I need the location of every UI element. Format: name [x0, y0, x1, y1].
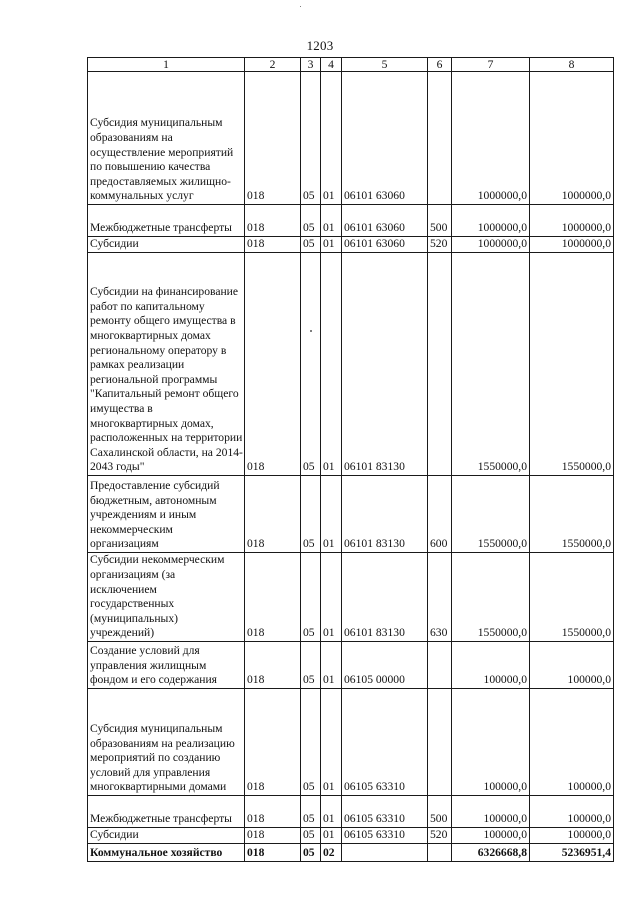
- subsection-cell: 01: [321, 828, 342, 844]
- amount-1-cell: 1550000,0: [452, 476, 530, 553]
- type-cell: [428, 253, 452, 476]
- subsection-cell: 01: [321, 553, 342, 642]
- type-cell: 520: [428, 237, 452, 253]
- subsection-cell: 01: [321, 642, 342, 689]
- section-cell: 05: [301, 642, 321, 689]
- row-name-cell: Коммунальное хозяйство: [88, 844, 245, 862]
- table-row: [88, 253, 614, 476]
- row-name-cell: Субсидии: [88, 828, 245, 844]
- subsection-cell: 02: [321, 844, 342, 862]
- amount-1-cell: 100000,0: [452, 642, 530, 689]
- amount-2-cell: 1550000,0: [530, 253, 614, 476]
- section-cell: 05: [301, 689, 321, 796]
- ministry-cell: 018: [245, 253, 301, 476]
- row-name-cell: Субсидия муниципальным образованиям на реализацию мероприятий по созданию условий для управления многоквартирными домами: [88, 689, 245, 796]
- table-row: [88, 828, 614, 844]
- subsection-cell: 01: [321, 72, 342, 205]
- type-cell: [428, 72, 452, 205]
- amount-1-cell: 100000,0: [452, 796, 530, 828]
- amount-2-cell: 1550000,0: [530, 476, 614, 553]
- ministry-cell: 018: [245, 205, 301, 237]
- ministry-cell: 018: [245, 476, 301, 553]
- table-row: [88, 553, 614, 642]
- ministry-cell: 018: [245, 642, 301, 689]
- amount-1-cell: 1550000,0: [452, 553, 530, 642]
- column-header: 1: [88, 58, 245, 72]
- column-header: 6: [428, 58, 452, 72]
- ministry-cell: 018: [245, 553, 301, 642]
- column-header: 4: [321, 58, 342, 72]
- row-name-cell: Субсидии: [88, 237, 245, 253]
- subsection-cell: 01: [321, 476, 342, 553]
- target-cell: 06101 63060: [342, 72, 428, 205]
- row-name-cell: Субсидии некоммерческим организациям (за исключением государственных (муниципальных) учреждений): [88, 553, 245, 642]
- table-row: [88, 642, 614, 689]
- target-cell: 06101 83130: [342, 476, 428, 553]
- target-cell: 06101 83130: [342, 553, 428, 642]
- ministry-cell: 018: [245, 844, 301, 862]
- section-cell: 05: [301, 796, 321, 828]
- scan-speck: [310, 330, 312, 332]
- amount-1-cell: 1000000,0: [452, 205, 530, 237]
- target-cell: 06105 63310: [342, 689, 428, 796]
- amount-1-cell: 1000000,0: [452, 72, 530, 205]
- subsection-cell: 01: [321, 796, 342, 828]
- section-cell: 05: [301, 553, 321, 642]
- amount-2-cell: 1000000,0: [530, 205, 614, 237]
- row-name-cell: Субсидия муниципальным образованиям на осуществление мероприятий по повышению качества предоставляемых жилищно-коммунальных услуг: [88, 72, 245, 205]
- row-name-cell: Предоставление субсидий бюджетным, автономным учреждениям и иным некоммерческим организациям: [88, 476, 245, 553]
- amount-2-cell: 100000,0: [530, 796, 614, 828]
- amount-2-cell: 100000,0: [530, 689, 614, 796]
- section-cell: 05: [301, 72, 321, 205]
- row-name-cell: Создание условий для управления жилищным фондом и его содержания: [88, 642, 245, 689]
- table-row: [88, 476, 614, 553]
- target-cell: 06101 83130: [342, 253, 428, 476]
- amount-2-cell: 5236951,4: [530, 844, 614, 862]
- section-cell: 05: [301, 205, 321, 237]
- target-cell: 06101 63060: [342, 237, 428, 253]
- table-row: [88, 237, 614, 253]
- page-number: 1203: [306, 38, 334, 53]
- amount-2-cell: 1000000,0: [530, 237, 614, 253]
- type-cell: 600: [428, 476, 452, 553]
- table-row: [88, 689, 614, 796]
- type-cell: [428, 844, 452, 862]
- ministry-cell: 018: [245, 828, 301, 844]
- table-row: [88, 72, 614, 205]
- column-header: 8: [530, 58, 614, 72]
- table-row-total: [88, 844, 614, 862]
- row-name-cell: Межбюджетные трансферты: [88, 205, 245, 237]
- section-cell: 05: [301, 237, 321, 253]
- amount-1-cell: 6326668,8: [452, 844, 530, 862]
- target-cell: 06101 63060: [342, 205, 428, 237]
- target-cell: 06105 00000: [342, 642, 428, 689]
- subsection-cell: 01: [321, 689, 342, 796]
- table-row: [88, 205, 614, 237]
- ministry-cell: 018: [245, 72, 301, 205]
- type-cell: 500: [428, 205, 452, 237]
- column-header: 7: [452, 58, 530, 72]
- scan-speck: [300, 6, 301, 7]
- section-cell: 05: [301, 476, 321, 553]
- type-cell: [428, 689, 452, 796]
- type-cell: 500: [428, 796, 452, 828]
- row-name-cell: Субсидии на финансирование работ по капитальному ремонту общего имущества в многоквартирных домах региональному оператору в рамках реализации региональной программы "Капитальный ремонт общего имущества в многоквартирных домах, расположенных на территории Сахалинской области, на 2014-2043 годы": [88, 253, 245, 476]
- column-header: 2: [245, 58, 301, 72]
- section-cell: 05: [301, 253, 321, 476]
- column-header: 5: [342, 58, 428, 72]
- amount-1-cell: 1000000,0: [452, 237, 530, 253]
- target-cell: 06105 63310: [342, 796, 428, 828]
- ministry-cell: 018: [245, 237, 301, 253]
- amount-1-cell: 100000,0: [452, 689, 530, 796]
- row-name-cell: Межбюджетные трансферты: [88, 796, 245, 828]
- amount-2-cell: 100000,0: [530, 828, 614, 844]
- target-cell: 06105 63310: [342, 828, 428, 844]
- subsection-cell: 01: [321, 253, 342, 476]
- column-header: 3: [301, 58, 321, 72]
- amount-2-cell: 100000,0: [530, 642, 614, 689]
- section-cell: 05: [301, 828, 321, 844]
- table-header-row: [88, 58, 614, 72]
- budget-table: [87, 57, 614, 862]
- amount-2-cell: 1550000,0: [530, 553, 614, 642]
- type-cell: 630: [428, 553, 452, 642]
- type-cell: 520: [428, 828, 452, 844]
- ministry-cell: 018: [245, 689, 301, 796]
- ministry-cell: 018: [245, 796, 301, 828]
- amount-1-cell: 100000,0: [452, 828, 530, 844]
- amount-2-cell: 1000000,0: [530, 72, 614, 205]
- target-cell: [342, 844, 428, 862]
- amount-1-cell: 1550000,0: [452, 253, 530, 476]
- type-cell: [428, 642, 452, 689]
- table-row: [88, 796, 614, 828]
- subsection-cell: 01: [321, 237, 342, 253]
- section-cell: 05: [301, 844, 321, 862]
- subsection-cell: 01: [321, 205, 342, 237]
